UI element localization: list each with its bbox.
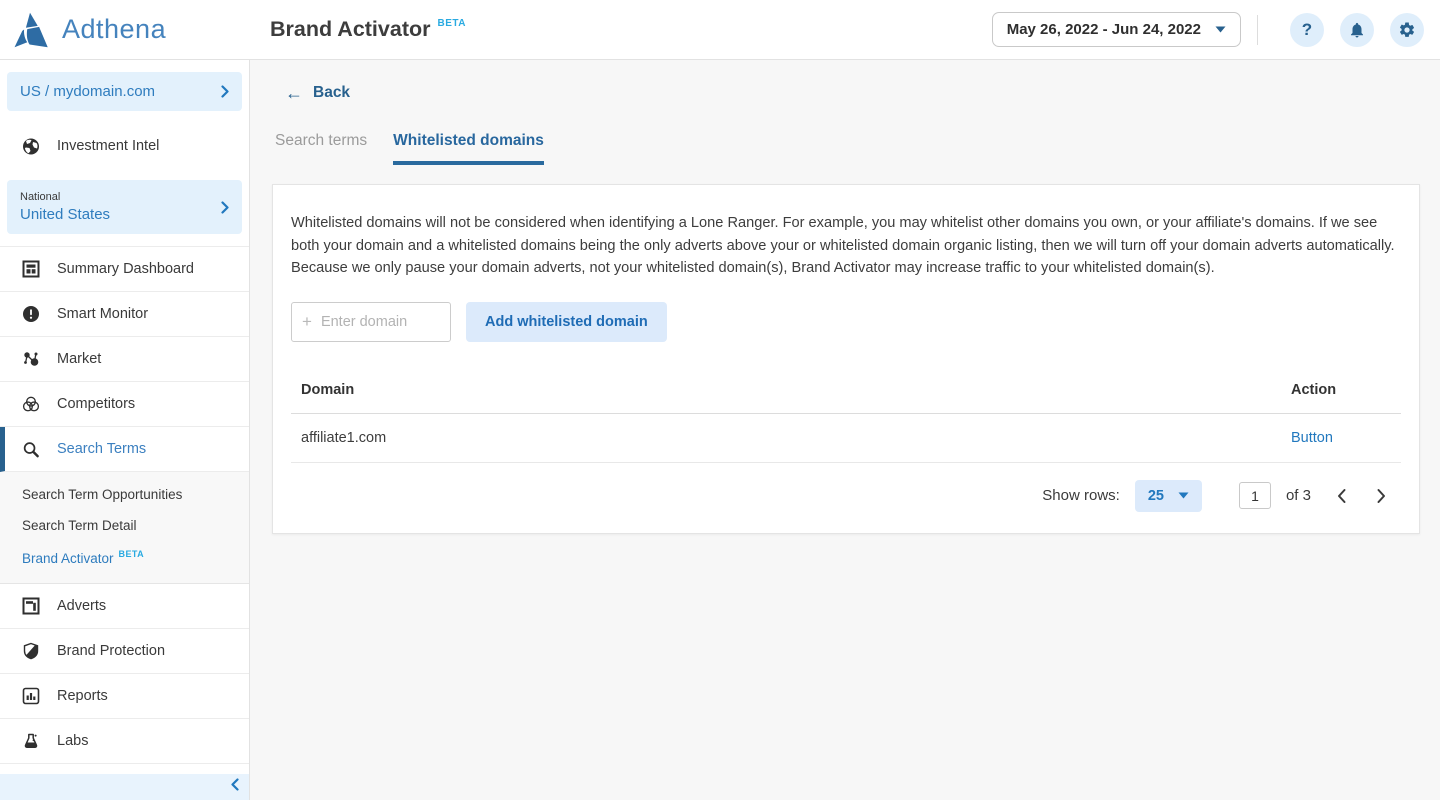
plus-icon: + xyxy=(302,311,312,331)
bar-chart-icon xyxy=(22,687,40,705)
alert-circle-icon xyxy=(22,305,40,323)
adthena-logo-icon xyxy=(10,10,50,50)
chevron-right-icon xyxy=(1376,488,1387,504)
whitelist-description: Whitelisted domains will not be considered when identifying a Lone Ranger. For example, you may whitelist other domains you own, or your affiliate's domains. If we see both your domain and a whitelisted domains being the only adverts above your or whitelisted domain organic listing, then we will turn off your domain adverts automatically. Because we only pause your domain adverts, not your whitelisted domain(s), Brand Activator may increase traffic to your whitelisted domain(s). xyxy=(291,215,1395,277)
settings-button[interactable] xyxy=(1390,13,1424,47)
add-domain-row xyxy=(291,302,1401,342)
previous-page-button[interactable] xyxy=(1332,486,1351,506)
question-mark-icon: ? xyxy=(1301,19,1313,39)
sidebar-item-label: Brand Protection xyxy=(57,643,166,659)
logo-area[interactable] xyxy=(0,10,250,50)
caret-down-icon xyxy=(1178,492,1189,499)
search-icon xyxy=(22,440,40,458)
domain-cell: affiliate1.com xyxy=(291,413,1281,462)
add-whitelisted-domain-button[interactable]: Add whitelisted domain xyxy=(466,302,667,342)
sidebar-item-reports[interactable] xyxy=(0,674,249,719)
scope-value-label: United States xyxy=(20,206,111,223)
header-controls xyxy=(992,12,1440,47)
top-header xyxy=(0,0,1440,60)
back-link[interactable] xyxy=(285,84,350,102)
column-header-action: Action xyxy=(1281,370,1401,414)
sidebar-item-adverts[interactable] xyxy=(0,584,249,629)
flask-icon xyxy=(22,732,40,750)
back-arrow-icon: ← xyxy=(285,83,303,103)
sidebar xyxy=(0,60,250,800)
beta-badge: BETA xyxy=(437,18,466,29)
sidebar-item-label: Adverts xyxy=(57,598,107,614)
submenu-item-label: Brand Activator xyxy=(22,551,114,566)
submenu-item-label: Search Term Detail xyxy=(22,518,137,533)
tab-search-terms[interactable]: Search terms xyxy=(275,132,368,149)
account-selector[interactable] xyxy=(7,72,242,111)
notifications-button[interactable] xyxy=(1340,13,1374,47)
bell-icon xyxy=(1348,21,1366,39)
whitelisted-domains-table xyxy=(291,370,1401,463)
whitelisted-domains-card xyxy=(272,184,1420,534)
sidebar-item-labs[interactable] xyxy=(0,719,249,764)
network-nodes-icon xyxy=(22,350,40,368)
sidebar-item-label: Search Terms xyxy=(57,441,147,457)
advert-layout-icon xyxy=(22,597,40,615)
show-rows-label: Show rows: xyxy=(1042,487,1120,505)
account-label: US / mydomain.com xyxy=(20,83,156,100)
caret-down-icon xyxy=(1215,26,1226,33)
scope-type-label: National xyxy=(20,191,61,203)
logo-wordmark: Adthena xyxy=(62,14,167,44)
dashboard-icon xyxy=(22,260,40,278)
sidebar-item-market[interactable] xyxy=(0,337,249,382)
sidebar-nav xyxy=(0,246,249,764)
sidebar-item-label: Competitors xyxy=(57,396,136,412)
table-row xyxy=(291,413,1401,462)
page-total-label: of 3 xyxy=(1285,487,1311,505)
sidebar-item-search-terms[interactable] xyxy=(0,427,249,472)
date-range-value: May 26, 2022 - Jun 24, 2022 xyxy=(1006,21,1201,38)
back-label: Back xyxy=(313,84,351,101)
beta-badge: BETA xyxy=(118,549,144,559)
help-button[interactable] xyxy=(1290,13,1324,47)
sidebar-item-brand-protection[interactable] xyxy=(0,629,249,674)
header-divider xyxy=(1257,15,1258,45)
globe-icon xyxy=(22,137,40,155)
sidebar-item-summary-dashboard[interactable] xyxy=(0,247,249,292)
chevron-left-icon xyxy=(1336,488,1347,504)
chevron-right-icon xyxy=(221,85,229,98)
search-terms-submenu xyxy=(0,472,249,584)
sidebar-item-smart-monitor[interactable] xyxy=(0,292,249,337)
main-content xyxy=(250,60,1440,800)
domain-input-wrap xyxy=(291,302,451,342)
page-size-value: 25 xyxy=(1147,487,1164,504)
domain-input[interactable] xyxy=(321,314,440,330)
sidebar-item-label: Labs xyxy=(57,733,89,749)
pagination-bar xyxy=(291,463,1401,533)
column-header-domain: Domain xyxy=(291,370,1281,414)
sidebar-item-competitors[interactable] xyxy=(0,382,249,427)
sidebar-collapse-bar[interactable] xyxy=(0,774,249,800)
sidebar-item-label: Summary Dashboard xyxy=(57,261,194,277)
scope-selector[interactable] xyxy=(7,180,242,234)
submenu-item-label: Search Term Opportunities xyxy=(22,487,183,502)
page-size-select[interactable] xyxy=(1135,480,1202,512)
sidebar-item-label: Smart Monitor xyxy=(57,306,149,322)
shield-icon xyxy=(22,642,40,660)
sidebar-item-label: Market xyxy=(57,351,102,367)
gear-icon xyxy=(1398,21,1416,39)
submenu-item-brand-activator[interactable] xyxy=(0,541,249,574)
submenu-item-search-term-detail[interactable] xyxy=(0,510,249,541)
tab-bar xyxy=(275,132,1440,165)
sidebar-item-label: Reports xyxy=(57,688,108,704)
next-page-button[interactable] xyxy=(1372,486,1391,506)
submenu-item-search-term-opportunities[interactable] xyxy=(0,479,249,510)
venn-diagram-icon xyxy=(22,395,40,413)
page-title: Brand Activator xyxy=(270,17,431,41)
page-title-area xyxy=(270,17,466,42)
row-action-button[interactable]: Button xyxy=(1291,429,1333,446)
chevron-left-icon xyxy=(231,778,239,796)
sidebar-item-label: Investment Intel xyxy=(57,137,160,154)
tab-whitelisted-domains[interactable]: Whitelisted domains xyxy=(393,132,544,165)
date-range-picker[interactable] xyxy=(992,12,1241,47)
table-header-row xyxy=(291,370,1401,414)
page-number-input[interactable] xyxy=(1239,482,1271,509)
chevron-right-icon xyxy=(221,201,229,214)
sidebar-item-investment-intel[interactable] xyxy=(0,123,249,168)
